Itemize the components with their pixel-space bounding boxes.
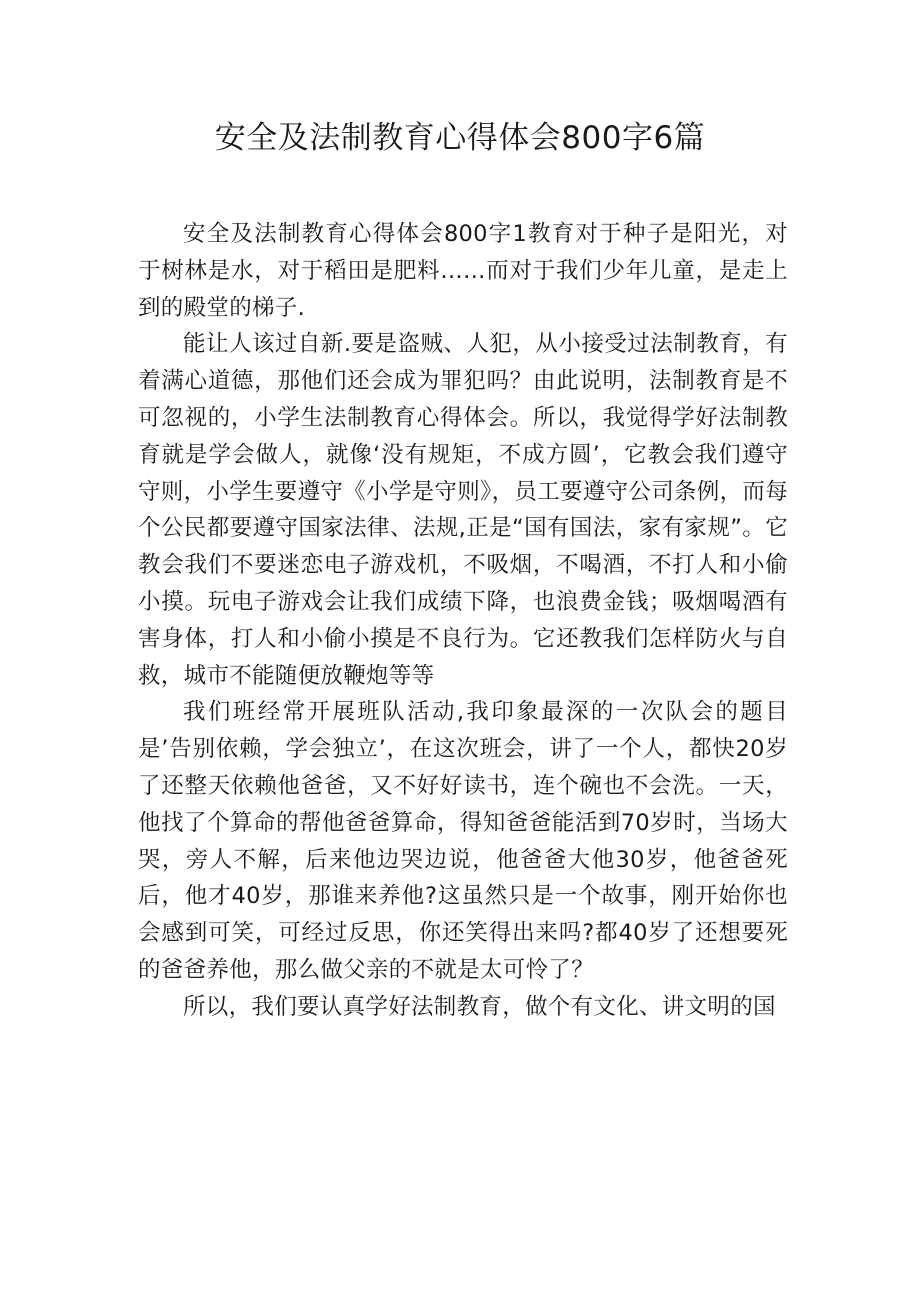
document-body <box>138 216 788 1026</box>
paragraph-1: 安全及法制教育心得体会800字1教育对于种子是阳光，对于树林是水，对于稻田是肥料……而对于我们少年儿童，是走上到的殿堂的梯子. <box>138 221 788 321</box>
paragraph-2: 能让人该过自新.要是盗贼、人犯，从小接受过法制教育，有着满心道德，那他们还会成为罪犯吗？由此说明，法制教育是不可忽视的，小学生法制教育心得体会。所以，我觉得学好法制教育就是学会做人，就像‘没有规矩，不成方圆’，它教会我们遵守守则，小学生要遵守《小学是守则》，员工要遵守公司条例，而每个公民都要遵守国家法律、法规,正是“国有国法，家有家规”。它教会我们不要迷恋电子游戏机，不吸烟，不喝酒，不打人和小偷小摸。玩电子游戏会让我们成绩下降，也浪费金钱；吸烟喝酒有害身体，打人和小偷小摸是不良行为。它还教我们怎样防火与自救，城市不能随便放鞭炮等等 <box>138 331 788 689</box>
paragraph-3: 我们班经常开展班队活动,我印象最深的一次队会的题目是’告别依赖，学会独立’，在这次班会，讲了一个人，都快20岁了还整天依赖他爸爸，又不好好读书，连个碗也不会洗。一天，他找了个算命的帮他爸爸算命，得知爸爸能活到70岁时，当场大哭，旁人不解，后来他边哭边说，他爸爸大他30岁，他爸爸死后，他才40岁，那谁来养他?这虽然只是一个故事，刚开始你也会感到可笑，可经过反思，你还笑得出来吗?都40岁了还想要死的爸爸养他，那么做父亲的不就是太可怜了？ <box>138 699 788 983</box>
paragraph-4: 所以，我们要认真学好法制教育，做个有文化、讲文明的国 <box>183 993 776 1020</box>
document-title: 安全及法制教育心得体会800字6篇 <box>214 120 706 156</box>
